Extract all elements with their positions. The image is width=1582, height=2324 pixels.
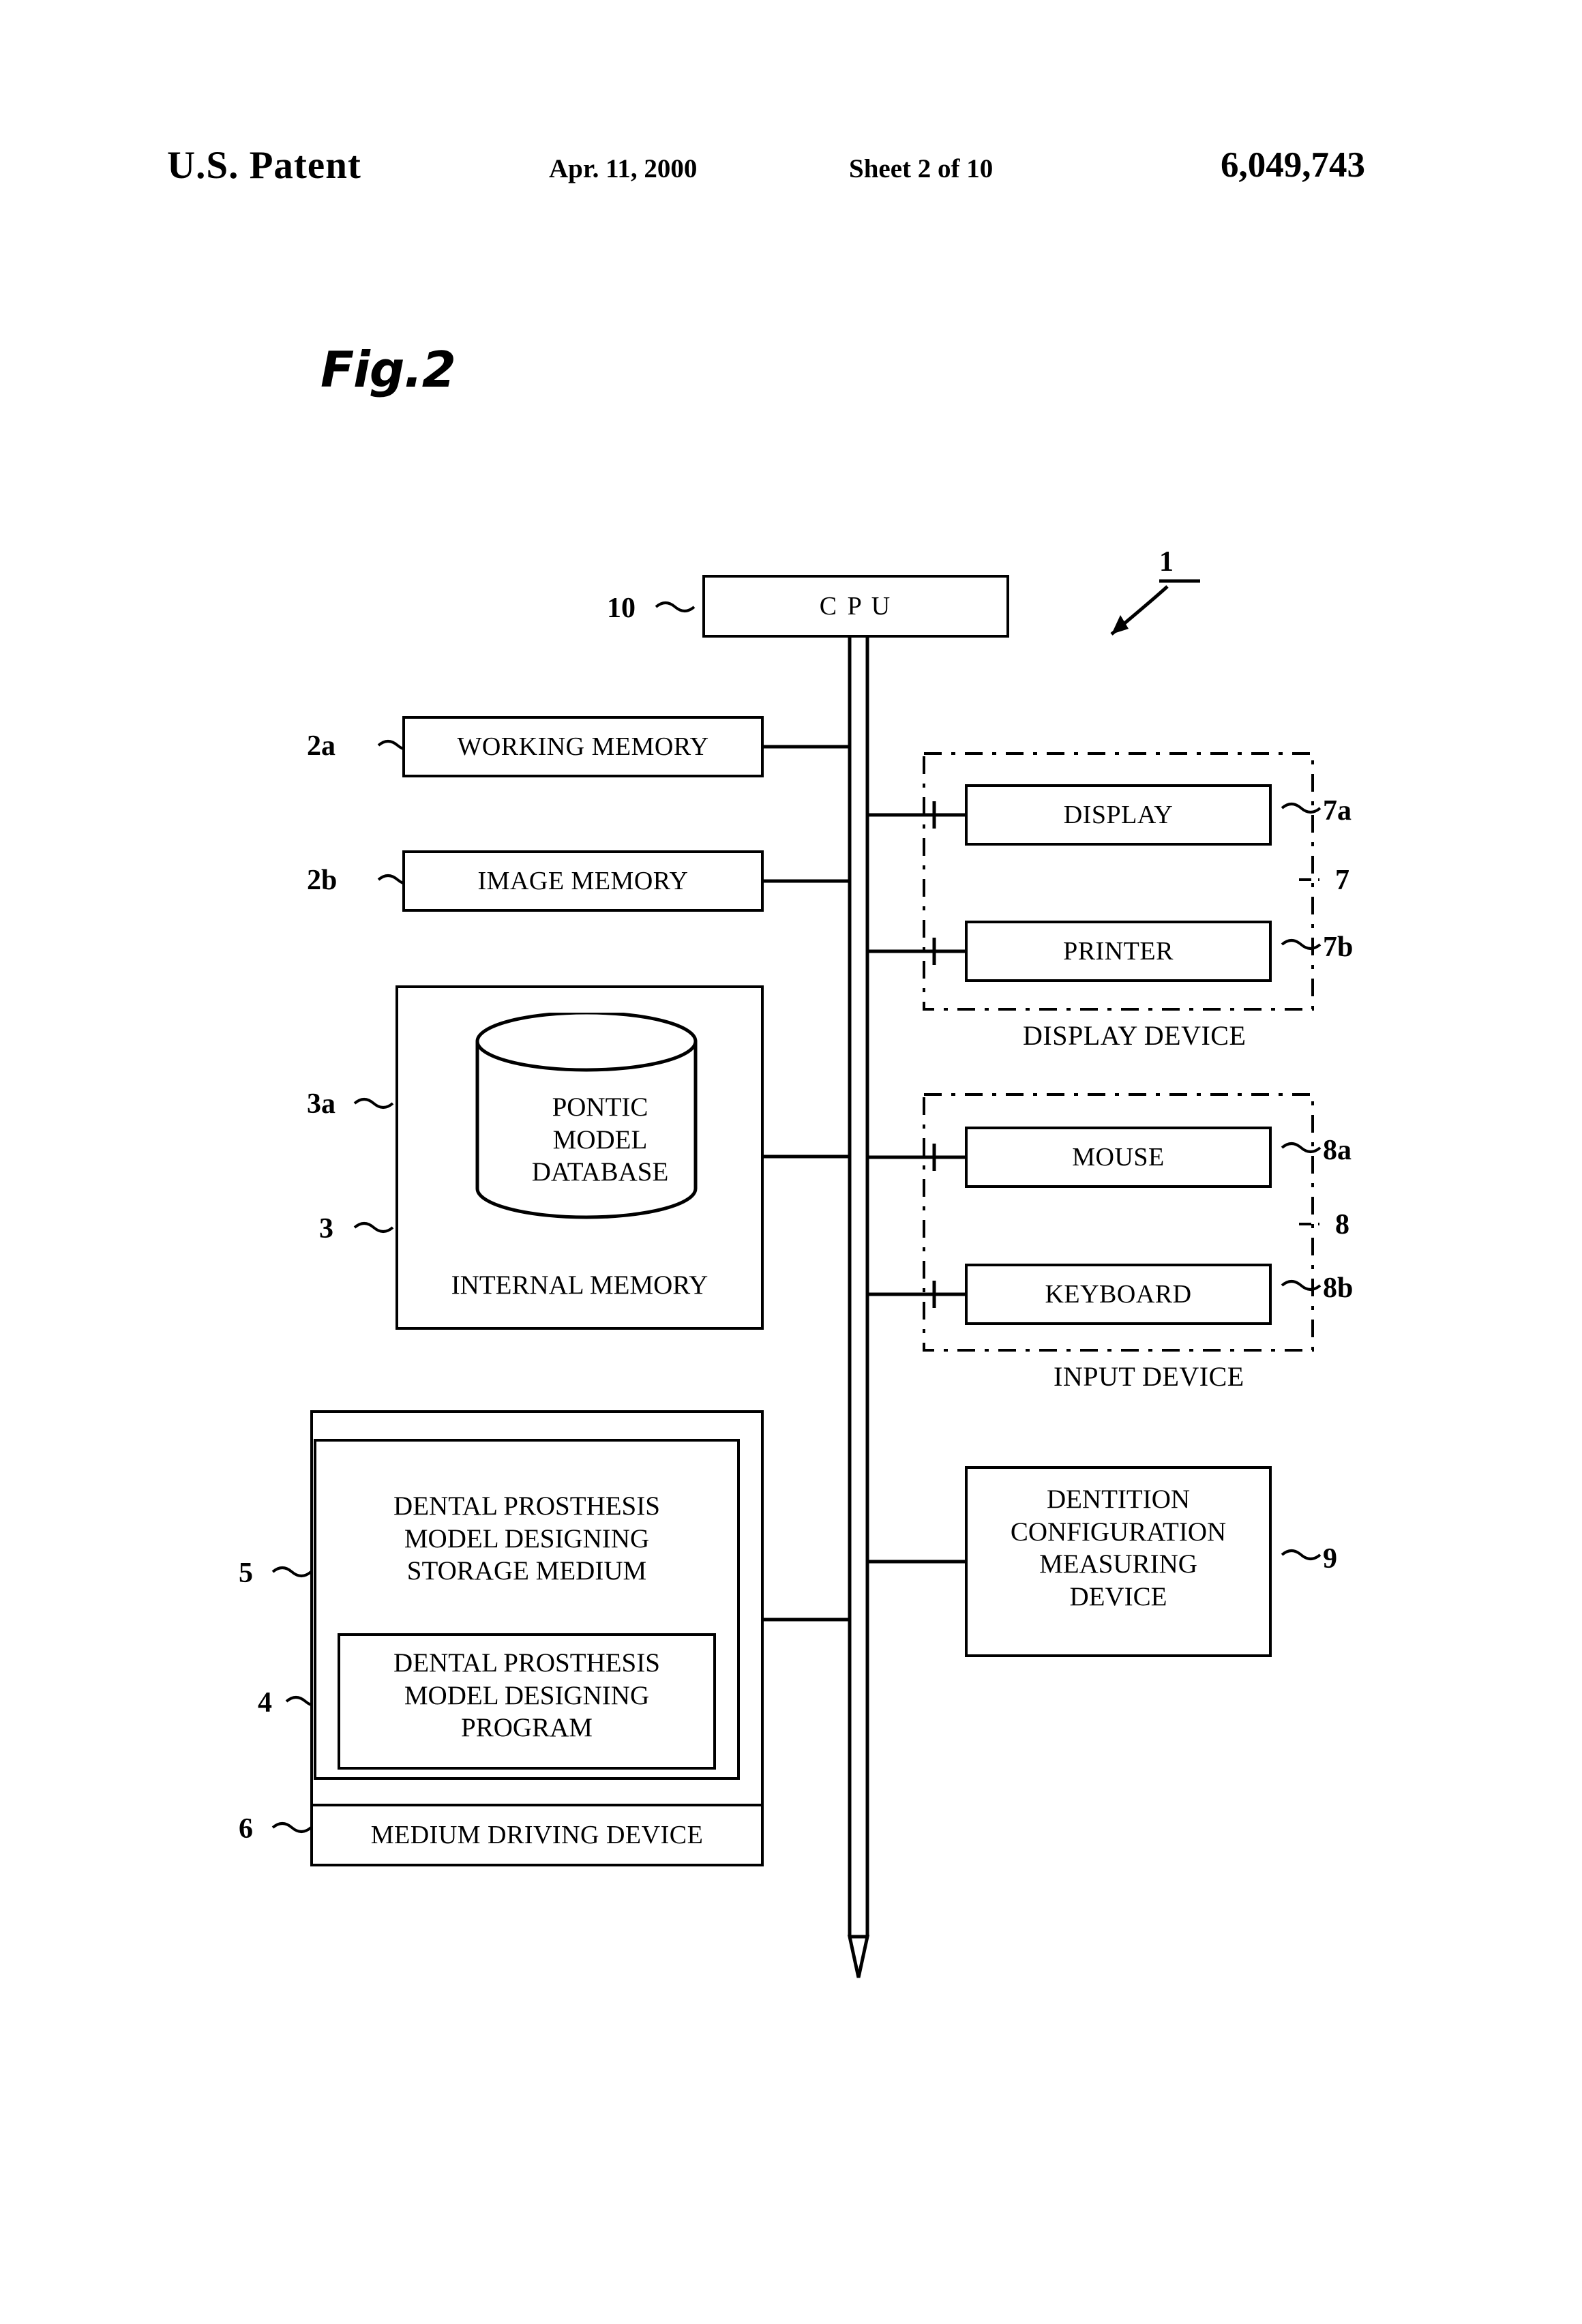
program-line-3: PROGRAM: [461, 1713, 593, 1743]
node-image-memory: [402, 850, 764, 912]
node-medium-driving-device: [310, 1804, 764, 1866]
patent-office-label: U.S. Patent: [167, 144, 361, 187]
ref-display-group: 7: [1335, 865, 1349, 896]
ref-mouse: 8a: [1323, 1135, 1352, 1166]
dentition-line-1: DENTITION: [1046, 1485, 1191, 1514]
node-pontic-db-label: [464, 1091, 736, 1189]
ref-system: 1: [1159, 546, 1174, 578]
node-program-label: [338, 1647, 716, 1744]
node-keyboard: [965, 1264, 1272, 1325]
node-image-memory-label: IMAGE MEMORY: [477, 866, 689, 895]
pontic-db-line-1: PONTIC: [552, 1092, 648, 1122]
node-display: [965, 784, 1272, 846]
ref-display: 7a: [1323, 795, 1352, 826]
storage-medium-line-1: DENTAL PROSTHESIS: [393, 1491, 660, 1521]
program-line-1: DENTAL PROSTHESIS: [393, 1648, 660, 1678]
node-mouse-label: MOUSE: [1072, 1142, 1165, 1172]
patent-number: 6,049,743: [1221, 145, 1365, 185]
storage-medium-line-2: MODEL DESIGNING: [404, 1523, 650, 1553]
node-mouse: [965, 1127, 1272, 1188]
ref-working-memory: 2a: [307, 730, 335, 762]
caption-input-device: INPUT DEVICE: [1054, 1361, 1244, 1392]
node-printer-label: PRINTER: [1063, 936, 1174, 966]
node-cpu-label: C P U: [819, 591, 893, 621]
ref-printer: 7b: [1323, 932, 1354, 963]
node-working-memory-label: WORKING MEMORY: [457, 732, 709, 761]
node-keyboard-label: KEYBOARD: [1045, 1279, 1192, 1309]
ref-input-group: 8: [1335, 1209, 1349, 1240]
node-working-memory: [402, 716, 764, 777]
sheet-number: Sheet 2 of 10: [849, 154, 994, 183]
dentition-line-4: DEVICE: [1069, 1581, 1167, 1611]
ref-dentition-device: 9: [1323, 1543, 1337, 1575]
node-cpu: [702, 575, 1009, 638]
node-medium-driving-device-label: MEDIUM DRIVING DEVICE: [370, 1820, 704, 1849]
node-printer: [965, 921, 1272, 982]
pontic-db-line-2: MODEL: [552, 1124, 648, 1154]
ref-keyboard: 8b: [1323, 1272, 1354, 1304]
ref-program: 4: [258, 1687, 272, 1718]
figure-label: Fig.2: [320, 341, 456, 398]
pontic-db-line-3: DATABASE: [531, 1157, 669, 1187]
caption-display-device: DISPLAY DEVICE: [1023, 1020, 1247, 1051]
node-dentition-device-label: [965, 1483, 1272, 1613]
ref-pontic-db: 3a: [307, 1088, 335, 1120]
node-display-label: DISPLAY: [1063, 800, 1174, 829]
ref-storage-medium: 5: [239, 1558, 253, 1589]
dentition-line-3: MEASURING: [1039, 1549, 1197, 1579]
node-internal-memory-label: INTERNAL MEMORY: [451, 1270, 708, 1300]
dentition-line-2: CONFIGURATION: [1010, 1517, 1227, 1547]
patent-date: Apr. 11, 2000: [549, 154, 698, 183]
ref-medium-driving-device: 6: [239, 1813, 253, 1845]
ref-cpu: 10: [607, 593, 636, 624]
node-storage-medium-label: [314, 1490, 740, 1588]
ref-internal-memory: 3: [319, 1213, 333, 1245]
storage-medium-line-3: STORAGE MEDIUM: [406, 1556, 647, 1586]
ref-image-memory: 2b: [307, 865, 338, 896]
program-line-2: MODEL DESIGNING: [404, 1680, 650, 1710]
